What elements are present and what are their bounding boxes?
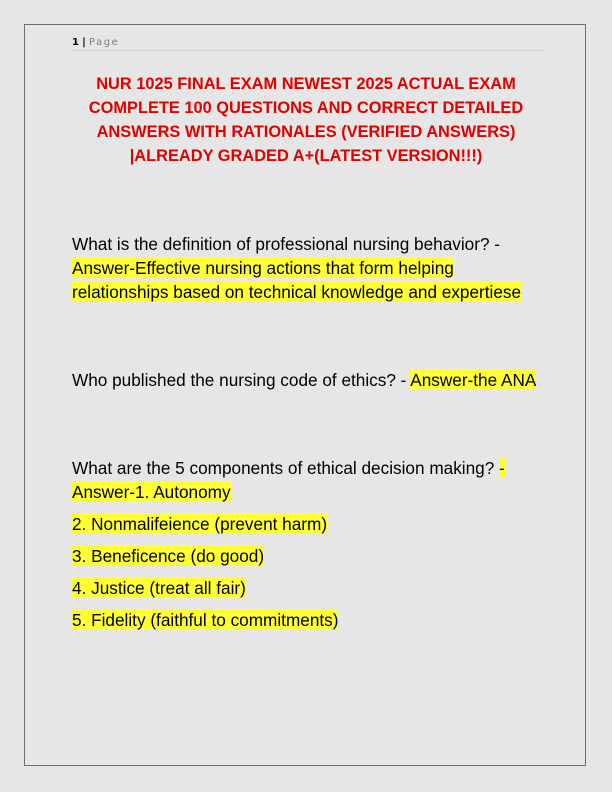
- page-header: [72, 37, 544, 51]
- document-page: [24, 24, 586, 766]
- question-text: What is the definition of professional nursing behavior? -: [72, 234, 501, 254]
- page-label: Page: [89, 37, 120, 48]
- answer-text: - Answer-1. Autonomy: [72, 458, 505, 502]
- document-title: NUR 1025 FINAL EXAM NEWEST 2025 ACTUAL EXAM COMPLETE 100 QUESTIONS AND CORRECT DETAILED ANSWERS WITH RATIONALES (VERIFIED ANSWERS) |ALREADY GRADED A+(LATEST VERSION!!!): [88, 75, 524, 165]
- list-item: 3. Beneficence (do good): [72, 546, 265, 566]
- list-item: 4. Justice (treat all fair): [72, 578, 246, 598]
- question-block-1: [72, 232, 544, 304]
- answer-text: Answer-Effective nursing actions that form helping relationships based on technical knowledge and expertiese: [72, 258, 522, 302]
- question-block-3: [72, 456, 544, 640]
- list-item: 2. Nonmalifeience (prevent harm): [72, 514, 328, 534]
- question-text: What are the 5 components of ethical decision making?: [72, 458, 495, 478]
- question-block-2: [72, 368, 544, 392]
- question-text: Who published the nursing code of ethics? -: [72, 370, 407, 390]
- answer-text: Answer-the ANA: [410, 370, 537, 390]
- header-separator: |: [82, 37, 86, 48]
- list-item: 5. Fidelity (faithful to commitments): [72, 610, 339, 630]
- page-number: 1: [72, 37, 79, 48]
